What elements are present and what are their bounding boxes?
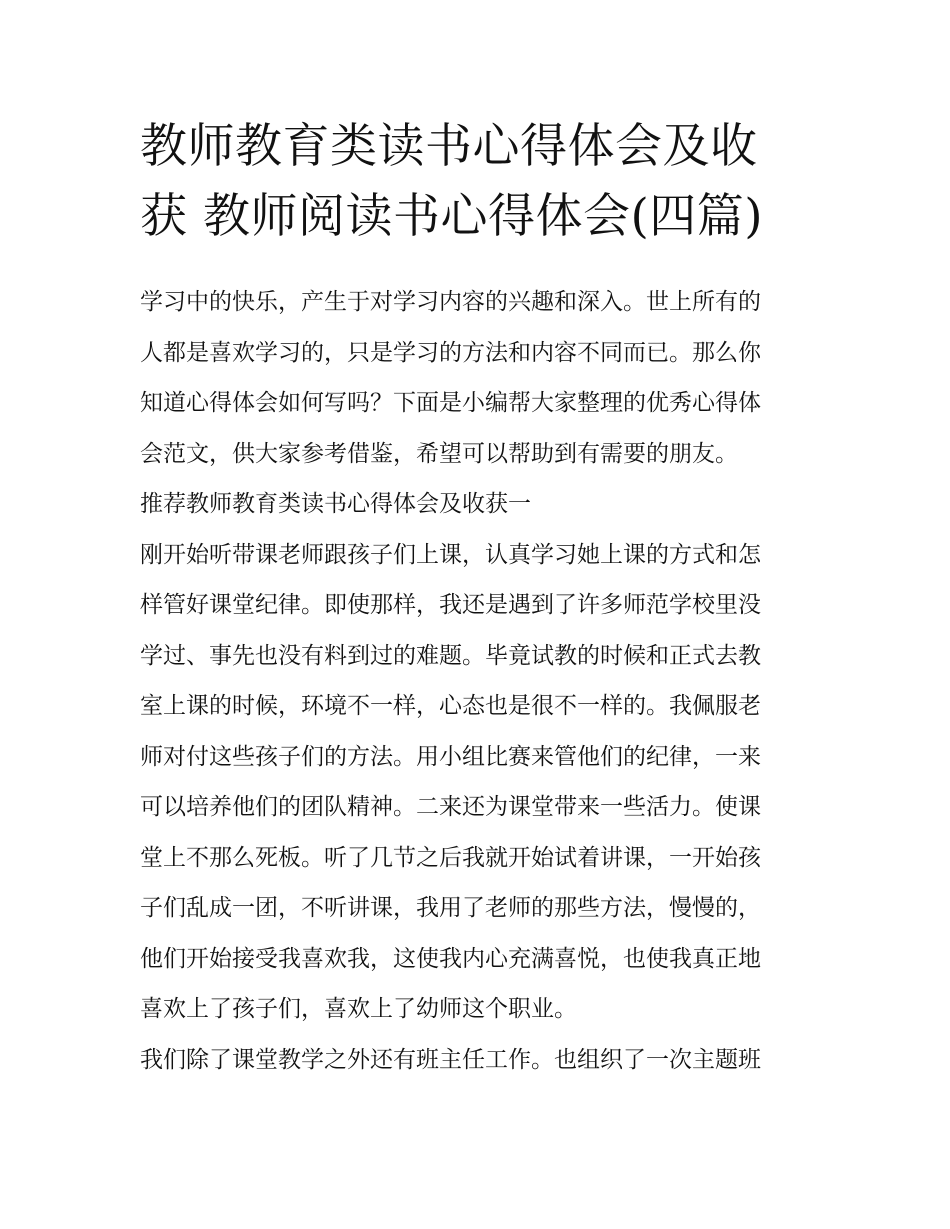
text-line: 子们乱成一团，不听讲课，我用了老师的那些方法，慢慢的， bbox=[140, 895, 761, 921]
section-heading: 推荐教师教育类读书心得体会及收获一 bbox=[140, 491, 531, 517]
text-line: 刚开始听带课老师跟孩子们上课，认真学习她上课的方式和怎 bbox=[140, 541, 761, 568]
title-line: 获 教师阅读书心得体会(四篇) bbox=[140, 189, 764, 244]
document-body bbox=[140, 277, 820, 1085]
text-line: 师对付这些孩子们的方法。用小组比赛来管他们的纪律，一来 bbox=[140, 743, 761, 770]
text-line: 我们除了课堂教学之外还有班主任工作。也组织了一次主题班 bbox=[140, 1046, 761, 1073]
text-line: 室上课的时候，环境不一样，心态也是很不一样的。我佩服老 bbox=[140, 693, 761, 719]
title-line: 教师教育类读书心得体会及收 bbox=[140, 119, 758, 174]
intro-paragraph bbox=[140, 277, 820, 479]
document-title bbox=[140, 112, 820, 252]
text-line: 学过、事先也没有料到过的难题。毕竟试教的时候和正式去教 bbox=[140, 642, 761, 669]
text-line: 样管好课堂纪律。即使那样，我还是遇到了许多师范学校里没 bbox=[140, 592, 761, 618]
paragraph-1 bbox=[140, 530, 820, 1035]
text-line: 会范文，供大家参考借鉴，希望可以帮助到有需要的朋友。 bbox=[140, 440, 738, 467]
text-line: 堂上不那么死板。听了几节之后我就开始试着讲课，一开始孩 bbox=[140, 844, 761, 871]
text-line: 知道心得体会如何写吗？下面是小编帮大家整理的优秀心得体 bbox=[140, 390, 761, 416]
text-line: 学习中的快乐，产生于对学习内容的兴趣和深入。世上所有的 bbox=[140, 289, 761, 315]
text-line: 他们开始接受我喜欢我，这使我内心充满喜悦，也使我真正地 bbox=[140, 945, 761, 972]
text-line: 人都是喜欢学习的，只是学习的方法和内容不同而已。那么你 bbox=[140, 339, 761, 366]
text-line: 喜欢上了孩子们，喜欢上了幼师这个职业。 bbox=[140, 996, 577, 1022]
text-line: 可以培养他们的团队精神。二来还为课堂带来一些活力。使课 bbox=[140, 794, 761, 820]
paragraph-2 bbox=[140, 1035, 820, 1086]
